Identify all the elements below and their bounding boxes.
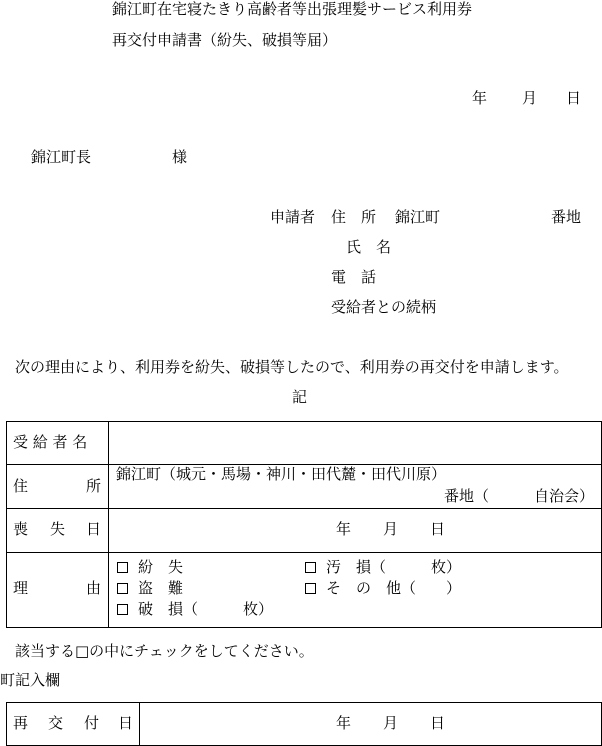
reason-damaged-label: 破 損（ 枚）: [138, 600, 274, 618]
address-district-options[interactable]: 錦江町（城元・馬場・神川・田代麓・田代川原）: [116, 465, 447, 483]
reissue-date-label-c: 付: [84, 714, 100, 732]
loss-date-month[interactable]: 月: [383, 520, 399, 538]
reason-soiled-checkbox[interactable]: [305, 562, 316, 573]
reissue-date-label-a: 再: [13, 714, 29, 732]
reason-soiled-option[interactable]: [305, 560, 461, 575]
reason-damaged-option[interactable]: [117, 602, 273, 617]
reason-stolen-option[interactable]: [117, 581, 183, 596]
reason-soiled-label: 汚 損（ 枚）: [326, 558, 462, 576]
applicant-phone-label: 電 話: [331, 268, 377, 286]
checkbox-instruction: 該当する□の中にチェックをしてください。: [15, 642, 314, 660]
town-use-section-title: 町記入欄: [0, 671, 61, 689]
loss-date-label-a: 喪: [13, 520, 29, 538]
loss-date-label-b: 失: [50, 520, 66, 538]
reason-label-a: 理: [13, 579, 29, 597]
applicant-address-label: 住 所: [331, 208, 377, 226]
reason-stolen-checkbox[interactable]: [117, 583, 128, 594]
table-row-divider: [6, 508, 602, 509]
table-row-divider: [6, 552, 602, 553]
date-month-label: 月: [522, 89, 538, 107]
reason-other-label: そ の 他（ ）: [326, 579, 462, 597]
applicant-address-value: 錦江町: [395, 208, 441, 226]
table-column-divider: [108, 421, 109, 628]
reason-stolen-label: 盗 難: [138, 579, 184, 597]
reason-other-checkbox[interactable]: [305, 583, 316, 594]
address-banchi-jichikai[interactable]: 番地（ 自治会）: [444, 487, 595, 505]
reason-lost-option[interactable]: [117, 560, 183, 575]
reissue-date-label-b: 交: [48, 714, 64, 732]
bottom-table-column-divider: [139, 702, 140, 746]
reason-lost-label: 紛 失: [138, 558, 184, 576]
applicant-label: 申請者: [270, 208, 316, 226]
applicant-address-suffix: 番地: [551, 208, 582, 226]
loss-date-year[interactable]: 年: [336, 520, 352, 538]
reissue-date-label-d: 日: [118, 714, 134, 732]
applicant-name-label: 氏 名: [346, 238, 392, 256]
recipient-name-field[interactable]: [110, 423, 600, 463]
addressee-honorific: 様: [172, 148, 188, 166]
reason-other-option[interactable]: [305, 581, 461, 596]
request-statement: 次の理由により、利用券を紛失、破損等したので、利用券の再交付を申請します。: [15, 358, 569, 376]
loss-date-label-c: 日: [86, 520, 102, 538]
form-title-line1: 錦江町在宅寝たきり高齢者等出張理髪サービス利用券: [112, 0, 473, 18]
ki-label: 記: [292, 388, 308, 406]
reissue-date-year[interactable]: 年: [336, 714, 352, 732]
addressee-name: 錦江町長: [31, 148, 92, 166]
address-label-b: 所: [86, 477, 102, 495]
date-year-label: 年: [472, 89, 488, 107]
recipient-name-label: 受 給 者 名: [13, 433, 88, 451]
reason-damaged-checkbox[interactable]: [117, 604, 128, 615]
form-title-line2: 再交付申請書（紛失、破損等届）: [112, 31, 338, 49]
address-label-a: 住: [13, 477, 29, 495]
date-day-label: 日: [566, 89, 582, 107]
reissue-date-day[interactable]: 日: [430, 714, 446, 732]
reissue-date-month[interactable]: 月: [383, 714, 399, 732]
loss-date-day[interactable]: 日: [430, 520, 446, 538]
reason-label-b: 由: [86, 579, 102, 597]
applicant-relation-label: 受給者との続柄: [331, 298, 437, 316]
reason-lost-checkbox[interactable]: [117, 562, 128, 573]
